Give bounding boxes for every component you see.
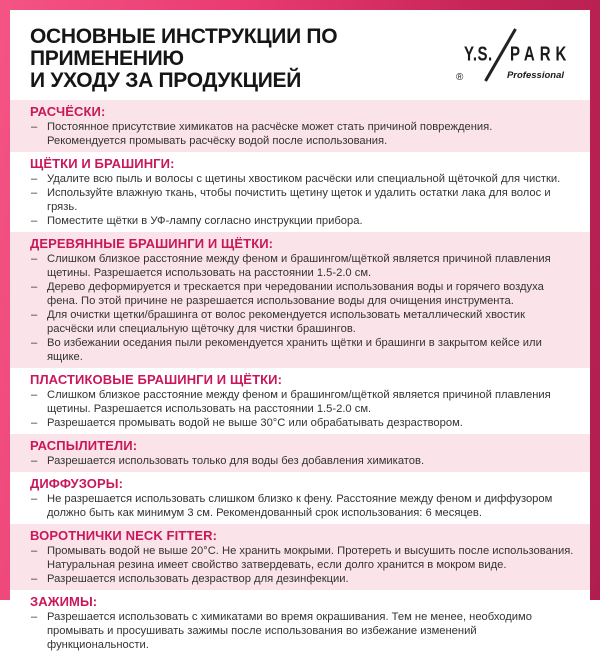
section-heading: ЗАЖИМЫ: bbox=[30, 594, 98, 609]
section-combs bbox=[10, 100, 590, 152]
bullet-list bbox=[30, 252, 574, 364]
section-sprayers bbox=[10, 434, 590, 472]
section-heading: ВОРОТНИЧКИ NECK FITTER: bbox=[30, 528, 218, 543]
page-title-line2: И УХОДУ ЗА ПРОДУКЦИЕЙ bbox=[30, 69, 301, 92]
page-title-line1: ОСНОВНЫЕ ИНСТРУКЦИИ ПО ПРИМЕНЕНИЮ bbox=[30, 25, 338, 70]
bullet: – Постоянное присутствие химикатов на расчёске может стать причиной повреждения. Рекомендуется промывать расчёску водой после использования. bbox=[30, 120, 574, 148]
section-heading: ДИФФУЗОРЫ: bbox=[30, 476, 124, 491]
bullet-list bbox=[30, 610, 574, 652]
section-heading: РАСЧЁСКИ: bbox=[30, 104, 106, 119]
bullet-list bbox=[30, 492, 574, 520]
bullet-list bbox=[30, 544, 574, 586]
section-heading: ДЕРЕВЯННЫЕ БРАШИНГИ И ЩЁТКИ: bbox=[30, 236, 274, 251]
registered-trademark-icon: ® bbox=[456, 72, 464, 83]
bullet: – Промывать водой не выше 20°C. Не хранить мокрыми. Протереть и высушить после использования. Натуральная резина имеет свойство затвердевать, если долго хранится в мокром виде. bbox=[30, 544, 574, 572]
bullet: – Для очистки щетки/брашинга от волос рекомендуется использовать металлический хвостик расчёски или специальную щёточку для чистки брашингов. bbox=[30, 308, 574, 336]
bullet-list bbox=[30, 120, 574, 148]
section-brushes bbox=[10, 152, 590, 232]
logo-park-text: PARK bbox=[510, 43, 572, 66]
page-title bbox=[30, 26, 442, 92]
header bbox=[10, 10, 590, 100]
section-wooden-brushes bbox=[10, 232, 590, 368]
section-neck-fitters bbox=[10, 524, 590, 590]
bullet: – Поместите щётки в УФ-лампу согласно инструкции прибора. bbox=[30, 214, 574, 228]
bullet: – Слишком близкое расстояние между феном и брашингом/щёткой является причиной плавления щетины. Разрешается использовать на расстоянии 1.5-2.0 см. bbox=[30, 388, 574, 416]
logo-professional-text: Professional bbox=[506, 70, 564, 81]
bullet: – Во избежании оседания пыли рекомендуется хранить щётки и брашинги в закрытом кейсе или ящике. bbox=[30, 336, 574, 364]
bullet: – Разрешается промывать водой не выше 30°C или обрабатывать дезраствором. bbox=[30, 416, 574, 430]
section-heading: ПЛАСТИКОВЫЕ БРАШИНГИ И ЩЁТКИ: bbox=[30, 372, 283, 387]
section-clips bbox=[10, 590, 590, 656]
ys-park-logo bbox=[442, 30, 572, 88]
section-plastic-brushes bbox=[10, 368, 590, 434]
section-heading: ЩЁТКИ И БРАШИНГИ: bbox=[30, 156, 175, 171]
bullet: – Не разрешается использовать слишком близко к фену. Расстояние между феном и диффузором должно быть как минимум 3 см. Рекомендованный срок использования: 6 месяцев. bbox=[30, 492, 574, 520]
bullet-list bbox=[30, 172, 574, 228]
instruction-sheet bbox=[10, 10, 590, 651]
bullet: – Разрешается использовать только для воды без добавления химикатов. bbox=[30, 454, 574, 468]
section-heading: РАСПЫЛИТЕЛИ: bbox=[30, 438, 138, 453]
bullet: – Слишком близкое расстояние между феном и брашингом/щёткой является причиной плавления щетины. Разрешается использовать на расстоянии 1.5-2.0 см. bbox=[30, 252, 574, 280]
bullet: – Разрешается использовать дезраствор для дезинфекции. bbox=[30, 572, 574, 586]
bullet: – Разрешается использовать с химикатами во время окрашивания. Тем не менее, необходимо промывать и просушивать зажимы после использования во избежание изменений функциональности. bbox=[30, 610, 574, 652]
bullet: – Дерево деформируется и трескается при чередовании использования воды и горячего воздуха фена. По этой причине не разрешается использование воды для очищения инструмента. bbox=[30, 280, 574, 308]
logo-ys-text: Y.S. bbox=[464, 43, 493, 66]
section-diffusers bbox=[10, 472, 590, 524]
bullet-list bbox=[30, 454, 574, 468]
bullet: – Используйте влажную ткань, чтобы почистить щетину щеток и удалить остатки лака для волос и грязь. bbox=[30, 186, 574, 214]
bullet-list bbox=[30, 388, 574, 430]
bullet: – Удалите всю пыль и волосы с щетины хвостиком расчёски или специальной щёточкой для чистки. bbox=[30, 172, 574, 186]
